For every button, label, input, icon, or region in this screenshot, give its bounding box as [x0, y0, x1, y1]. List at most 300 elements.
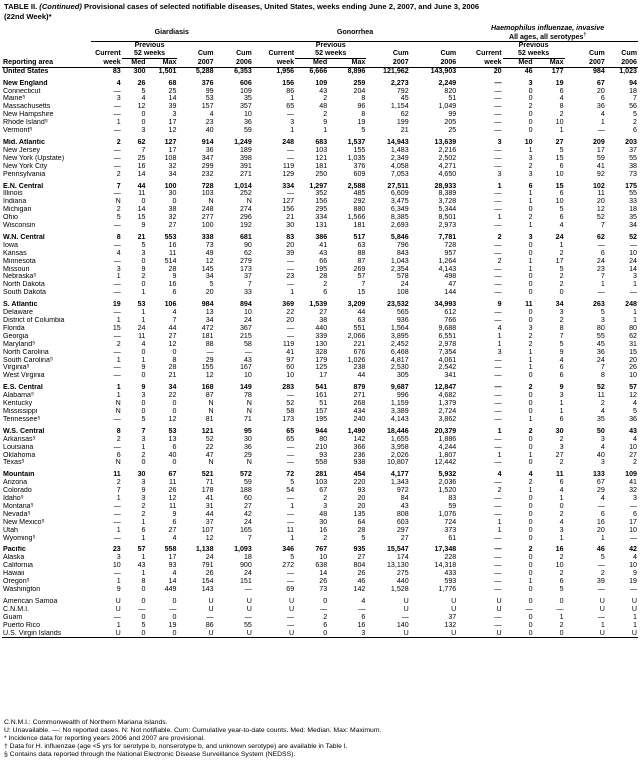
cell-gonorrhea-cum2007: 1,159	[390, 400, 409, 408]
cell-gonorrhea-med: 16	[319, 526, 328, 534]
cell-giardiasis-cum2007: N	[208, 198, 214, 206]
cell-giardiasis-med: 0	[141, 111, 146, 119]
cell-gonorrhea-med: 38	[319, 317, 328, 324]
cell-hflu-current: —	[494, 415, 502, 423]
cell-giardiasis-cum2007: 5	[209, 281, 214, 289]
cell-area: Puerto Rico	[3, 621, 41, 629]
cell-gonorrhea-current: 1,956	[276, 67, 295, 75]
cell-hflu-med: 0	[528, 586, 533, 593]
cell-hflu-cum2007: U	[599, 605, 605, 613]
cell-area	[2, 503, 91, 511]
cell-gonorrhea-cum2006: 7,354	[438, 348, 457, 356]
cell-giardiasis-cum2006: 572	[239, 471, 252, 479]
cell-gonorrhea-cum2006: 144	[444, 289, 457, 297]
cell-gonorrhea-max: 44	[357, 372, 366, 380]
cell-gonorrhea-current: 54	[286, 487, 295, 495]
cell-giardiasis-cum2006: 60	[243, 495, 252, 503]
table-row	[2, 273, 638, 281]
cell-gonorrhea-max: 366	[353, 443, 366, 451]
cell-giardiasis-med: 16	[137, 162, 146, 170]
table-row	[2, 80, 638, 88]
cell-area	[2, 341, 91, 349]
cell-gonorrhea-cum2007: 1,564	[390, 324, 409, 332]
data-table	[2, 24, 638, 638]
cell-giardiasis-cum2006: 78	[243, 392, 252, 400]
cell-hflu-max: 10	[555, 562, 564, 570]
cell-gonorrhea-current: 10	[286, 372, 295, 380]
cell-hflu-med: 1	[528, 415, 533, 423]
cell-gonorrhea-current: 52	[286, 400, 295, 408]
cell-hflu-med: 3	[528, 154, 533, 162]
cell-hflu-current: U	[496, 605, 502, 613]
cell-hflu-max: 2	[559, 570, 564, 578]
cell-area: New England	[3, 79, 48, 87]
cell-hflu-cum2006: 57	[629, 384, 637, 392]
cell-hflu-cum2007: U	[599, 597, 605, 605]
cell-gonorrhea-current: —	[287, 324, 295, 332]
cell-gonorrhea-cum2006: 4,271	[438, 162, 457, 170]
cell-giardiasis-current: 10	[112, 562, 121, 570]
cell-giardiasis-current: —	[113, 154, 121, 162]
area-name: Maryland	[3, 340, 33, 348]
cell-gonorrhea-max: 181	[353, 222, 366, 230]
table-row	[2, 630, 638, 638]
table-row	[2, 527, 638, 535]
cell-giardiasis-current: 3	[116, 265, 121, 273]
cell-hflu-max: 6	[559, 372, 564, 380]
cell-hflu-current: —	[494, 372, 502, 380]
header-52weeks-3: 52 weeks	[503, 50, 565, 58]
cell-hflu-cum2006: 62	[629, 332, 637, 340]
cell-gonorrhea-cum2007: 2,026	[390, 451, 409, 459]
table-row	[2, 183, 638, 191]
cell-hflu-cum2007: —	[597, 613, 605, 621]
cell-hflu-cum2007: 6	[600, 510, 605, 518]
cell-hflu-current: —	[494, 127, 502, 135]
cell-giardiasis-cum2007: —	[206, 613, 214, 621]
cell-giardiasis-current: —	[113, 87, 121, 95]
cell-hflu-current: —	[494, 510, 502, 518]
cell-hflu-max: 2	[559, 435, 564, 443]
cell-area: Florida	[3, 324, 25, 332]
cell-giardiasis-cum2007: 47	[205, 451, 214, 459]
cell-hflu-current: —	[494, 95, 502, 103]
header-med-3: Med	[503, 58, 534, 67]
cell-gonorrhea-current: —	[287, 257, 295, 265]
header-current-2: Current	[268, 49, 295, 58]
cell-gonorrhea-med: 541	[315, 384, 328, 392]
cell-giardiasis-med: 2	[141, 510, 146, 518]
cell-gonorrhea-cum2006: 6,551	[438, 332, 457, 340]
cell-gonorrhea-cum2006: 228	[444, 554, 457, 562]
cell-gonorrhea-med: 558	[315, 459, 328, 467]
cell-gonorrhea-cum2007: 23,532	[386, 301, 409, 309]
cell-gonorrhea-cum2007: 3,475	[390, 198, 409, 206]
cell-giardiasis-cum2006: 151	[239, 578, 252, 586]
cell-giardiasis-current: U	[115, 605, 121, 613]
table-row	[2, 535, 638, 543]
cell-hflu-med: 0	[528, 95, 533, 103]
cell-gonorrhea-med: 0	[323, 597, 328, 605]
cell-hflu-current: 1	[497, 182, 502, 190]
cell-area: S. Atlantic	[3, 301, 38, 309]
cell-giardiasis-current: —	[113, 534, 121, 542]
cell-hflu-cum2007: 11	[597, 392, 605, 400]
cell-giardiasis-max: 9	[172, 510, 177, 518]
cell-hflu-current: —	[494, 162, 502, 170]
cell-hflu-med: 0	[528, 249, 533, 257]
cell-giardiasis-cum2006: 10	[243, 372, 252, 380]
cell-giardiasis-cum2007: 155	[201, 364, 214, 372]
cell-hflu-current: —	[494, 534, 502, 542]
cell-hflu-cum2006: 5	[633, 111, 637, 119]
footnote-section: § Contains data reported through the National Electronic Disease Surveillance System (NEDSS).	[4, 750, 296, 758]
cell-hflu-max: 9	[559, 384, 564, 392]
cell-hflu-cum2007: 12	[596, 206, 605, 214]
cell-gonorrhea-cum2007: 24	[400, 281, 409, 289]
cell-gonorrhea-current: 41	[286, 348, 295, 356]
cell-hflu-med: 0	[528, 459, 533, 467]
cell-hflu-cum2007: 4	[600, 443, 605, 451]
table-title	[4, 2, 479, 21]
table-row	[2, 570, 638, 578]
table-row	[2, 325, 638, 333]
cell-gonorrhea-max: 26	[357, 570, 366, 578]
table-row	[2, 309, 638, 317]
footnote-marker: §	[44, 119, 48, 125]
cell-hflu-current: —	[494, 317, 502, 324]
cell-hflu-max: 6	[559, 479, 564, 487]
cell-gonorrhea-cum2006: 12,847	[434, 384, 457, 392]
cell-giardiasis-current: —	[113, 162, 121, 170]
cell-gonorrhea-med: 156	[315, 198, 328, 206]
cell-hflu-med: 1	[528, 578, 533, 586]
cell-gonorrhea-cum2006: 9,688	[438, 324, 457, 332]
cell-giardiasis-cum2006: 398	[239, 154, 252, 162]
header-gonorrhea: Gonorrhea	[253, 24, 457, 42]
cell-gonorrhea-med: 944	[315, 427, 328, 435]
cell-giardiasis-med: 2	[141, 502, 146, 510]
cell-gonorrhea-med: 6,666	[309, 67, 328, 75]
cell-hflu-max: 2	[559, 249, 564, 257]
cell-gonorrhea-cum2006: 341	[444, 372, 457, 380]
cell-giardiasis-current: 3	[116, 95, 121, 103]
cell-giardiasis-med: 4	[141, 95, 146, 103]
footnote-marker: §	[29, 127, 33, 133]
cell-hflu-cum2006: U	[631, 597, 637, 605]
cell-giardiasis-med: 9	[141, 222, 146, 230]
cell-hflu-med: 0	[528, 435, 533, 443]
cell-hflu-current: —	[494, 502, 502, 510]
cell-hflu-cum2006: 1	[633, 309, 637, 317]
cell-giardiasis-cum2006: 95	[243, 427, 252, 435]
cell-giardiasis-cum2006: 900	[239, 562, 252, 570]
cell-giardiasis-max: 12	[168, 495, 177, 503]
table-row	[2, 408, 638, 416]
cell-giardiasis-med: 14	[137, 170, 146, 178]
table-row	[2, 503, 638, 511]
cell-hflu-cum2007: 1	[600, 281, 605, 289]
cell-hflu-cum2007: 1	[600, 534, 605, 542]
table-row	[2, 614, 638, 622]
cell-giardiasis-med: 1	[141, 534, 146, 542]
cell-hflu-cum2006: 31	[629, 340, 637, 348]
cell-hflu-current: —	[494, 154, 502, 162]
cell-hflu-cum2007: 50	[596, 427, 605, 435]
cell-giardiasis-current: —	[113, 127, 121, 135]
cell-gonorrhea-med: 2	[323, 613, 328, 621]
cell-area: North Carolina	[3, 348, 49, 356]
cell-hflu-med: 3	[528, 170, 533, 178]
cell-gonorrhea-med: 767	[315, 546, 328, 554]
cell-hflu-cum2007: 3	[600, 435, 605, 443]
cell-hflu-current: —	[494, 198, 502, 206]
cell-giardiasis-max: 13	[168, 435, 177, 443]
cell-gonorrhea-cum2007: 972	[396, 487, 409, 495]
area-name: Vermont	[3, 127, 30, 135]
cell-giardiasis-med: 0	[141, 372, 146, 380]
cell-giardiasis-cum2006: U	[215, 630, 253, 638]
cell-giardiasis-cum2007: 73	[205, 241, 214, 249]
cell-hflu-cum2007: —	[597, 289, 605, 297]
cell-hflu-max: —	[556, 605, 564, 613]
table-row	[2, 511, 638, 519]
cell-gonorrhea-cum2006: 1,807	[438, 451, 457, 459]
cell-area	[2, 535, 91, 543]
cell-hflu-current: 4	[497, 471, 502, 479]
cell-hflu-cum2007: 7	[600, 222, 605, 230]
cell-giardiasis-med: 12	[137, 103, 146, 111]
cell-hflu-max: 6	[559, 190, 564, 198]
cell-giardiasis-med: 5	[141, 621, 146, 629]
cell-giardiasis-max: 0	[146, 630, 177, 638]
cell-hflu-max: 2	[559, 621, 564, 629]
cell-hflu-cum2006: —	[629, 534, 637, 542]
cell-hflu-med: 0	[528, 613, 533, 621]
cell-gonorrhea-med: 121	[315, 154, 328, 162]
cell-hflu-med: 0	[528, 372, 533, 380]
cell-giardiasis-current: —	[113, 372, 121, 380]
cell-giardiasis-cum2006: 894	[239, 301, 252, 309]
cell-hflu-cum2006: 41	[629, 479, 637, 487]
cell-giardiasis-med: 0	[141, 281, 146, 289]
cell-gonorrhea-current: —	[287, 518, 295, 526]
cell-gonorrhea-current: 248	[282, 138, 295, 146]
table-row	[2, 242, 638, 250]
cell-hflu-current: 2	[497, 257, 502, 265]
cell-area: Missouri	[3, 265, 30, 273]
cell-giardiasis-cum2006: 37	[243, 273, 252, 281]
cell-gonorrhea-cum2007: 2,273	[390, 79, 409, 87]
cell-gonorrhea-med: 125	[315, 364, 328, 372]
cell-hflu-current: 3	[497, 348, 502, 356]
cell-gonorrhea-max: 28	[357, 526, 366, 534]
cell-gonorrhea-current: —	[287, 570, 295, 578]
cell-hflu-med: 0	[528, 554, 533, 562]
cell-giardiasis-med: 0	[141, 407, 146, 415]
cell-gonorrhea-med: 103	[315, 479, 328, 487]
cell-giardiasis-current: U	[115, 597, 121, 605]
cell-gonorrhea-med: 179	[315, 356, 328, 364]
cell-gonorrhea-cum2007: 5,846	[390, 233, 409, 241]
cell-giardiasis-max: 108	[164, 154, 177, 162]
cell-hflu-cum2007: 984	[592, 67, 605, 75]
cell-giardiasis-cum2006: 188	[239, 487, 252, 495]
cell-giardiasis-cum2007: 4	[209, 111, 214, 119]
cell-gonorrhea-max: 676	[353, 348, 366, 356]
table-row	[2, 598, 638, 606]
cell-gonorrhea-max: 16	[357, 621, 366, 629]
cell-hflu-max: 6	[559, 364, 564, 372]
cell-gonorrhea-current: U	[253, 630, 295, 638]
cell-giardiasis-med: 9	[141, 384, 146, 392]
cell-hflu-med: 0	[528, 526, 533, 534]
cell-gonorrhea-cum2006: 59	[448, 502, 457, 510]
cell-hflu-current: —	[494, 459, 502, 467]
cell-hflu-cum2006: 5	[633, 407, 637, 415]
cell-giardiasis-cum2007: —	[206, 348, 214, 356]
cell-giardiasis-current: 1	[116, 273, 121, 281]
cell-hflu-med: 2	[528, 384, 533, 392]
cell-hflu-med: 0	[528, 407, 533, 415]
cell-gonorrhea-cum2007: 1,528	[390, 586, 409, 593]
cell-giardiasis-cum2007: 52	[205, 435, 214, 443]
cell-gonorrhea-max: 259	[353, 79, 366, 87]
cell-hflu-max: 27	[555, 451, 564, 459]
cell-area: Mountain	[3, 471, 35, 479]
cell-giardiasis-cum2007: 338	[201, 233, 214, 241]
cell-hflu-current: 2	[497, 487, 502, 495]
cell-giardiasis-cum2006: 24	[243, 518, 252, 526]
cell-hflu-cum2006: —	[629, 289, 637, 297]
table-row	[2, 163, 638, 171]
cell-hflu-med: 0	[528, 534, 533, 542]
cell-hflu-cum2007: 45	[596, 340, 605, 348]
cell-giardiasis-cum2007: N	[208, 407, 214, 415]
cell-area	[2, 511, 91, 519]
header-previous-2: Previous	[315, 41, 346, 49]
cell-giardiasis-med: 9	[141, 364, 146, 372]
cell-hflu-cum2007: 62	[596, 233, 605, 241]
cell-gonorrhea-max: 1,035	[347, 154, 366, 162]
cell-area: E.S. Central	[3, 384, 43, 392]
cell-gonorrhea-med: 334	[315, 214, 328, 222]
cell-gonorrhea-cum2006: 17,348	[434, 546, 457, 554]
cell-hflu-cum2006: 4	[633, 554, 637, 562]
header-cum-1b: Cum	[236, 49, 252, 58]
cell-giardiasis-cum2007: 232	[201, 170, 214, 178]
cell-giardiasis-max: 558	[164, 546, 177, 554]
cell-hflu-max: 2	[559, 510, 564, 518]
cell-giardiasis-med: 62	[137, 138, 146, 146]
cell-hflu-max: 17	[555, 257, 564, 265]
cell-hflu-current: —	[494, 621, 502, 629]
cell-giardiasis-max: 19	[168, 621, 177, 629]
cell-giardiasis-cum2007: N	[208, 459, 214, 467]
cell-gonorrhea-max: 517	[353, 233, 366, 241]
cell-giardiasis-current: 1	[116, 578, 121, 586]
cell-gonorrhea-cum2006: 12,442	[434, 459, 457, 467]
cell-hflu-med: —	[525, 605, 533, 613]
cell-gonorrhea-max: 5	[361, 534, 366, 542]
cell-area: Guam	[3, 613, 23, 621]
cell-giardiasis-cum2007: 81	[205, 415, 214, 423]
cell-gonorrhea-med: 131	[315, 222, 328, 230]
table-row	[2, 554, 638, 562]
cell-gonorrhea-cum2007: 1,343	[390, 479, 409, 487]
header-week-3: week	[457, 58, 502, 67]
cell-hflu-current: 4	[497, 324, 502, 332]
cell-hflu-max: 1	[559, 534, 564, 542]
cell-gonorrhea-cum2006: 2,724	[438, 407, 457, 415]
cell-hflu-cum2006: 10	[629, 372, 637, 380]
cell-hflu-max: 15	[555, 154, 564, 162]
cell-gonorrhea-cum2007: 108	[396, 289, 409, 297]
cell-gonorrhea-max: 238	[353, 364, 366, 372]
cell-giardiasis-current: —	[113, 222, 121, 230]
cell-hflu-cum2007: 67	[596, 479, 605, 487]
cell-gonorrhea-max: 485	[353, 190, 366, 198]
cell-hflu-med: 0	[528, 518, 533, 526]
footnote-marker: §	[41, 518, 45, 524]
cell-gonorrhea-cum2006: 2,249	[438, 79, 457, 87]
cell-hflu-med: 0	[528, 621, 533, 629]
cell-giardiasis-max: 32	[168, 162, 177, 170]
cell-gonorrhea-current: 60	[286, 364, 295, 372]
cell-giardiasis-max: 0	[172, 400, 177, 408]
cell-area	[2, 273, 91, 281]
cell-gonorrhea-cum2006: 99	[448, 111, 457, 119]
cell-giardiasis-med: 9	[141, 265, 146, 273]
cell-gonorrhea-med: 3	[323, 502, 328, 510]
cell-hflu-cum2006: —	[629, 586, 637, 593]
table-row	[2, 384, 638, 392]
cell-hflu-med: 1	[528, 190, 533, 198]
cell-giardiasis-current: 2	[116, 170, 121, 178]
footnote-marker: §	[21, 459, 25, 465]
cell-hflu-cum2006: 109	[625, 471, 637, 479]
cell-hflu-current: —	[494, 79, 502, 87]
cell-hflu-cum2006: 38	[629, 162, 637, 170]
table-row	[2, 341, 638, 349]
cell-hflu-med: 0	[528, 562, 533, 570]
cell-hflu-max: 2	[559, 281, 564, 289]
cell-hflu-cum2006: 10	[629, 562, 637, 570]
cell-gonorrhea-current: 129	[282, 170, 295, 178]
cell-giardiasis-med: 1	[141, 356, 146, 364]
cell-giardiasis-cum2007: 914	[201, 138, 214, 146]
cell-giardiasis-cum2007: 34	[205, 317, 214, 324]
cell-gonorrhea-max: 5	[361, 127, 366, 135]
cell-hflu-cum2007: 4	[600, 407, 605, 415]
cell-gonorrhea-max: 135	[353, 510, 366, 518]
cell-area: Louisiana	[3, 443, 34, 451]
cell-giardiasis-cum2006: U	[246, 597, 252, 605]
cell-gonorrhea-cum2006: 143,903	[430, 67, 457, 75]
cell-gonorrhea-max: 3	[328, 630, 366, 638]
cell-giardiasis-current: —	[113, 190, 121, 198]
cell-hflu-cum2007: 39	[596, 578, 605, 586]
header-reporting-area: Reporting area	[2, 58, 91, 67]
cell-hflu-max: 3	[559, 392, 564, 400]
cell-gonorrhea-cum2007: 4,143	[390, 415, 409, 423]
cell-hflu-current: —	[494, 281, 502, 289]
cell-giardiasis-max: 17	[168, 554, 177, 562]
footnote-marker: §	[27, 510, 31, 516]
cell-giardiasis-med: 11	[138, 332, 146, 340]
cell-gonorrhea-cum2007: 936	[396, 317, 409, 324]
cell-gonorrhea-cum2007: 6,349	[390, 206, 409, 214]
